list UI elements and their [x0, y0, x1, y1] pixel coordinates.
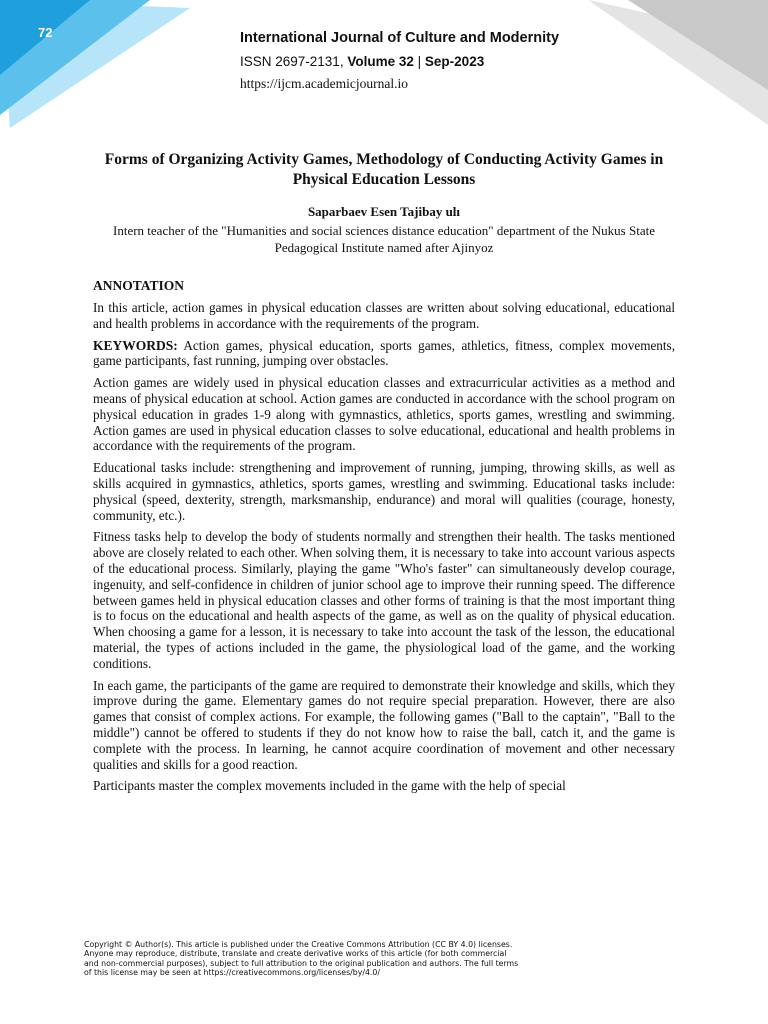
header-decoration-gray	[588, 0, 768, 130]
journal-title: International Journal of Culture and Modernity	[240, 30, 560, 46]
paragraph-2: Educational tasks include: strengthening and improvement of running, jumping, throwing skills, as well as skills acquired in gymnastics, athletics, sports games, wrestling and swimming. Educational tasks include: physical (speed, dexterity, strength, marksmanship, endurance) and moral will qualities (courage, honesty, community, etc.).	[93, 460, 675, 523]
volume: Volume 32	[347, 54, 414, 69]
issn-line	[240, 54, 559, 69]
license-footer	[84, 940, 604, 977]
footer-line: of this license may be seen at https://creativecommons.org/licenses/by/4.0/	[84, 967, 380, 977]
journal-url[interactable]: https://ijcm.academicjournal.io	[240, 76, 408, 91]
header-decoration-blue	[0, 0, 200, 140]
keywords-label: KEYWORDS:	[93, 337, 178, 353]
author-affiliation: Intern teacher of the "Humanities and social sciences distance education" department of the Nukus State Pedagogical Institute named after Ajinyoz	[113, 223, 655, 255]
article-body	[93, 150, 675, 794]
annotation-heading: ANNOTATION	[93, 278, 185, 293]
paragraph-4: In each game, the participants of the game are required to demonstrate their knowledge and skills, which they improve during the game. Elementary games do not require special preparation. However, there are also games that consist of complex actions. For example, the following games ("Ball to the captain", "Ball to the middle") cannot be offered to students if they do not know how to raise the ball, catch it, and the game is complete with the process. In learning, he cannot acquire coordination of movement and other necessary qualities and skills for a good reaction.	[93, 677, 675, 772]
footer-line: and non-commercial purposes), subject to full attribution to the original publication and authors. The full terms	[84, 958, 519, 968]
paragraph-3: Fitness tasks help to develop the body of students normally and strengthen their health. The tasks mentioned above are closely related to each other. When solving them, it is necessary to take into account various aspects of the educational process. Similarly, playing the game "Who's faster" can simultaneously develop courage, ingenuity, and self-confidence in children of junior school age to improve their running speed. The difference between games held in physical education classes and other forms of training is that the most important thing is to focus on the educational and health aspects of the game, as well as on the quality of physical education. When choosing a game for a lesson, it is necessary to take into account the task of the lesson, the educational material, the types of actions included in the game, the physiological load of the game, and the working conditions.	[93, 529, 676, 671]
issue-date: Sep-2023	[424, 54, 485, 69]
deco-triangle-gray	[628, 0, 768, 90]
footer-line: Copyright © Author(s). This article is published under the Creative Commons Attribution (CC BY 4.0) licenses.	[84, 940, 513, 949]
page-number-badge: 72	[38, 25, 53, 40]
paragraph-5: Participants master the complex movements included in the game with the help of special	[93, 778, 566, 794]
footer-line: Anyone may reproduce, distribute, translate and create derivative works of this article (for both commercial	[84, 949, 507, 959]
keywords-text: Action games, physical education, sports games, athletics, fitness, complex movements, game participants, fast running, jumping over obstacles.	[93, 337, 675, 369]
keywords	[93, 338, 675, 370]
paragraph-1: Action games are widely used in physical education classes and extracurricular activities as a method and means of physical education at school. Action games are conducted in accordance with the school program on physical education in grades 1-9 along with gymnastics, athletics, sports games, wrestling and swimming. Action games are used in physical education classes to solve educational, educational and health problems in accordance with the requirements of the program.	[93, 375, 675, 454]
article-title: Forms of Organizing Activity Games, Methodology of Conducting Activity Games in Physical Education Lessons	[104, 151, 664, 188]
author-name: Saparbaev Esen Tajibay ulı	[307, 204, 461, 219]
issn: ISSN 2697-2131,	[240, 54, 344, 69]
journal-header	[240, 30, 559, 92]
separator: |	[417, 54, 422, 69]
annotation-text: In this article, action games in physical education classes are written about solving educational, educational and health problems in accordance with the requirements of the program.	[93, 300, 675, 331]
